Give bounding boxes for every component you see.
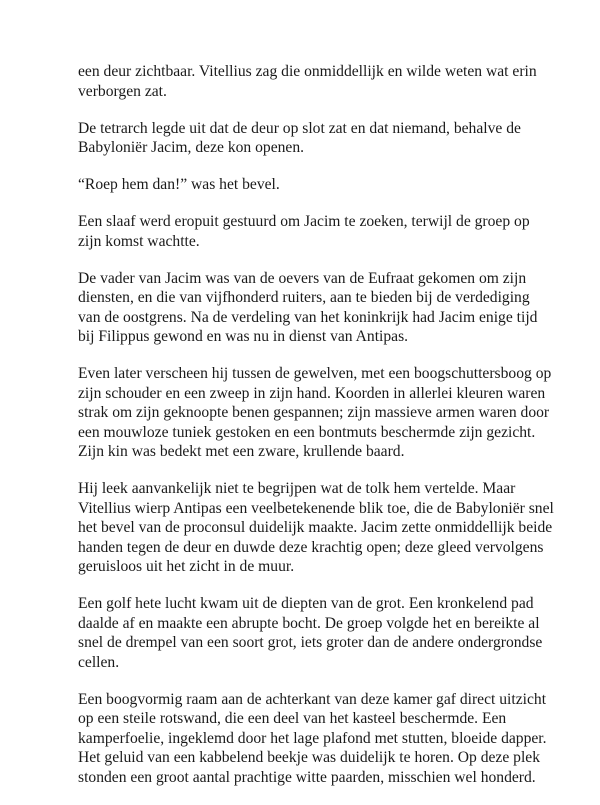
text-line: kamperfoelie, ingeklemd door het lage plafond met stutten, bloeide dapper. — [78, 729, 547, 747]
text-line: Een boogvormig raam aan de achterkant van deze kamer gaf direct uitzicht — [78, 690, 547, 708]
text-line: handen tegen de deur en duwde deze krachtig open; deze gleed vervolgens — [78, 538, 544, 556]
text-line: De tetrarch legde uit dat de deur op slot zat en dat niemand, behalve de — [78, 119, 521, 137]
paragraph — [78, 212, 528, 251]
paragraph — [78, 479, 554, 577]
paragraph — [78, 594, 543, 672]
text-line: van de oostgrens. Na de verdeling van het koninkrijk had Jacim enige tijd — [78, 308, 538, 326]
text-line: strak om zijn geknoopte benen gespannen; zijn massieve armen waren door — [78, 404, 550, 421]
text-line: Zijn kin was bedekt met een zware, krullende baard. — [78, 443, 405, 460]
paragraph — [78, 62, 537, 101]
text-line: snel de drempel van een soort grot, iets groter dan de andere ondergrondse — [78, 634, 543, 651]
paragraph — [78, 119, 528, 158]
text-line: “Roep hem dan!” was het bevel. — [78, 176, 280, 193]
text-line: Babyloniër Jacim, deze kon openen. — [78, 139, 305, 156]
text-line: een mouwloze tuniek gestoken en een bontmuts beschermde zijn gezicht. — [78, 423, 536, 441]
paragraph — [78, 364, 552, 462]
text-line: Vitellius wierp Antipas een veelbetekenende blik toe, die de Babyloniër snel — [78, 499, 554, 517]
text-line: een deur zichtbaar. Vitellius zag die onmiddellijk en wilde weten wat erin — [78, 63, 537, 80]
text-line: zijn komst wachtte. — [78, 232, 200, 250]
paragraph — [78, 175, 528, 195]
text-line: Hij leek aanvankelijk niet te begrijpen wat de tolk hem vertelde. Maar — [78, 480, 516, 497]
paragraph — [78, 269, 538, 347]
text-line: het bevel van de proconsul duidelijk maakte. Jacim zette onmiddellijk beide — [78, 519, 553, 536]
text-line: De vader van Jacim was van de oevers van de Eufraat gekomen om zijn — [78, 269, 527, 287]
paragraph — [78, 690, 547, 788]
text-line: cellen. — [78, 653, 120, 671]
text-line: Even later verscheen hij tussen de gewelven, met een boogschuttersboog op — [78, 365, 552, 382]
text-line: op een steile rotswand, die een deel van het kasteel beschermde. Een — [78, 710, 507, 727]
text-line: geruisloos uit het zicht in de muur. — [78, 558, 295, 575]
text-line: stonden een groot aantal prachtige witte paarden, misschien wel honderd. — [78, 768, 536, 786]
text-line: bij Filippus gewond en was nu in dienst van Antipas. — [78, 328, 409, 345]
text-line: zijn schouder en een zweep in zijn hand. Koorden in allerlei kleuren waren — [78, 384, 546, 402]
text-line: Het geluid van een kabbelend beekje was duidelijk te horen. Op deze plek — [78, 749, 541, 766]
text-line: daalde af en maakte een abrupte bocht. De groep volgde het en bereikte al — [78, 614, 540, 632]
text-line: diensten, en die van vijfhonderd ruiters, aan te bieden bij de verdediging — [78, 289, 530, 306]
text-line: Een slaaf werd eropuit gestuurd om Jacim te zoeken, terwijl de groep op — [78, 213, 530, 230]
text-line: Een golf hete lucht kwam uit de diepten van de grot. Een kronkelend pad — [78, 595, 534, 612]
text-line: verborgen zat. — [78, 82, 167, 100]
document-page — [78, 62, 554, 805]
